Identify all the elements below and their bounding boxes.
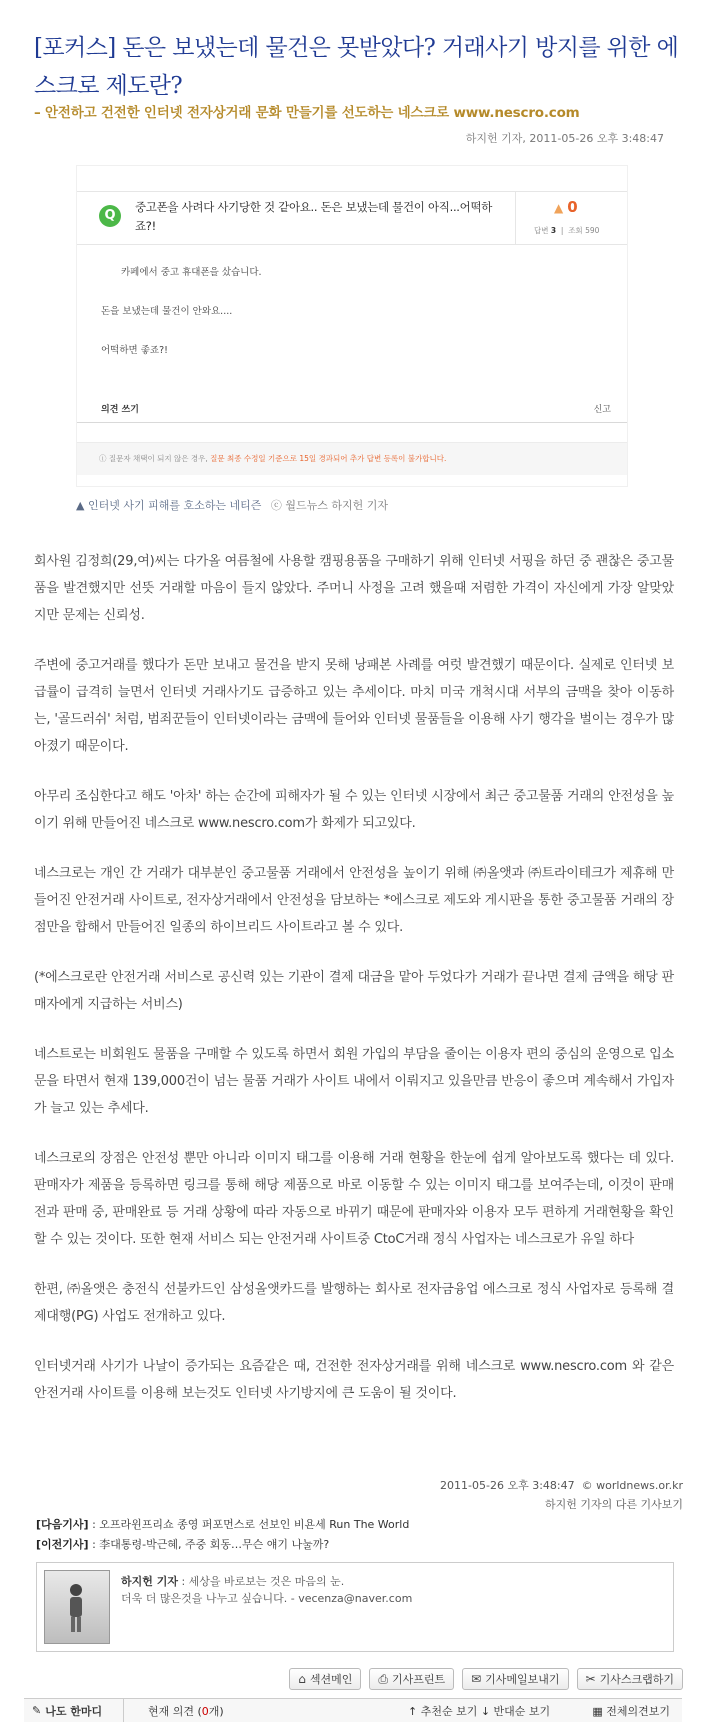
comment-bar (24, 1698, 682, 1722)
qa-note-highlight: 질문 최종 수정일 기준으로 15일 경과되어 추가 답변 등록이 불가합니다. (210, 454, 447, 463)
article-paragraph: (*에스크로란 안전거래 서비스로 공신력 있는 기관이 결제 대금을 맡아 두었다가 거래가 끝나면 결제 금액을 해당 판매자에게 지급하는 서비스) (34, 970, 674, 1012)
next-prev-articles (36, 1515, 409, 1555)
qa-note-prefix: 질문자 채택이 되지 않은 경우, (108, 454, 208, 463)
article-paragraph: 네스크로의 장점은 안전성 뿐만 아니라 이미지 태그를 이용해 거래 현황을 한눈에 쉽게 알아보도록 했다는 데 있다. 판매자가 제품을 등록하면 링크를 통해 해당 제품으로 바로 이동할 수 있는 이미지 태그를 보여주는데, 이것이 판매 전과 판매 중, 판매완료 등 거래 상황에 따라 자동으로 바뀌기 때문에 판매자와 이용자 모두 편하게 거래현황을 확인할 수 있는 것이다. 또한 현재 서비스 되는 안전거래 사이트중 CtoC거래 정식 사업자는 네스크로가 유일 하다 (34, 1151, 674, 1247)
comment-sort (408, 1703, 550, 1719)
qa-body (101, 266, 262, 383)
email-button[interactable] (462, 1668, 568, 1690)
mail-icon: ✉ (471, 1672, 482, 1686)
author-line2: 더욱 더 많은것을 나누고 싶습니다. - vecenza@naver.com (121, 1592, 413, 1605)
qa-header (77, 191, 627, 245)
comment-label-text: 나도 한마디 (45, 1704, 103, 1718)
sort-opposite-link[interactable]: ↓ 반대순 보기 (480, 1705, 551, 1718)
comment-count-value: 0 (201, 1705, 209, 1718)
comment-count-suffix: 개) (208, 1705, 224, 1718)
author-box (36, 1562, 674, 1652)
qa-score-value: 0 (567, 198, 578, 216)
view-all-comments-link[interactable] (592, 1703, 670, 1719)
sprout-icon: ▲ (554, 201, 564, 215)
qa-answers-value: 3 (550, 226, 557, 235)
print-label: 기사프린트 (391, 1673, 446, 1686)
person-icon (65, 1583, 87, 1633)
qa-answers-label: 답변 (534, 226, 549, 235)
article-body (34, 548, 674, 1430)
grid-icon: ▦ (592, 1705, 603, 1718)
question-badge-icon: Q (99, 205, 121, 227)
article-byline: 하지헌 기자, 2011-05-26 오후 3:48:47 (465, 132, 664, 145)
article-paragraph: 네스크로는 개인 간 거래가 대부분인 중고물품 거래에서 안전성을 높이기 위해 ㈜올앳과 ㈜트라이테크가 제휴해 만들어진 안전거래 사이트로, 전자상거래에서 안전성을 담보하는 *에스크로 제도와 게시판을 통한 중고물품 거래의 장점만을 합해서 만들어진 일종의 하이브리드 사이트라고 볼 수 있다. (34, 866, 674, 935)
comment-count (148, 1703, 224, 1719)
footer-timestamp: 2011-05-26 오후 3:48:47 (440, 1479, 575, 1492)
article-action-bar (289, 1668, 683, 1690)
qa-question: 중고폰을 사려다 사기당한 것 같아요.. 돈은 보냈는데 물건이 아직...어떡하죠?! (135, 200, 493, 233)
article-title: [포커스] 돈은 보냈는데 물건은 못받았다? 거래사기 방지를 위한 에스크로 제도란? (34, 35, 679, 99)
qa-write-opinion: 의견 쓰기 (101, 405, 139, 415)
author-photo (44, 1570, 110, 1644)
qa-views-label: 조회 (568, 226, 583, 235)
section-main-label: 섹션메인 (309, 1673, 353, 1686)
image-caption (76, 497, 388, 513)
section-main-button[interactable] (289, 1668, 361, 1690)
printer-icon: ⎙ (378, 1671, 388, 1686)
home-icon: ⌂ (298, 1672, 306, 1686)
article-paragraph: 인터넷거래 사기가 나날이 증가되는 요즘같은 때, 건전한 전자상거래를 위해 네스크로 www.nescro.com 와 같은 안전거래 사이트를 이용해 보는것도 인터넷 사기방지에 큰 도움이 될 것이다. (34, 1359, 674, 1401)
email-label: 기사메일보내기 (485, 1673, 560, 1686)
comment-count-prefix: 현재 의견 ( (148, 1705, 202, 1718)
caption-credit: ⓒ 월드뉴스 하지헌 기자 (270, 499, 388, 512)
qa-body-line: 카페에서 중고 휴대폰을 샀습니다. (121, 267, 262, 278)
article-paragraph: 아무리 조심한다고 해도 '아차' 하는 순간에 피해자가 될 수 있는 인터넷 시장에서 최근 중고물품 거래의 안전성을 높이기 위해 만들어진 네스크로 www.nescro.com가 화제가 되고있다. (34, 789, 674, 831)
print-button[interactable] (369, 1668, 454, 1690)
article-footer-info (440, 1476, 683, 1514)
next-article-link[interactable]: : 오프라윈프리쇼 종영 퍼포먼스로 선보인 비욘세 Run The World (92, 1518, 410, 1531)
prev-article-label: [이전기사] (36, 1538, 89, 1551)
caption-text: ▲ 인터넷 사기 피해를 호소하는 네티즌 (76, 499, 262, 512)
qa-score (554, 198, 578, 216)
qa-notice (77, 442, 627, 475)
next-article-label: [다음기사] (36, 1518, 89, 1531)
qa-views-value: 590 (585, 226, 600, 235)
footer-source: © worldnews.or.kr (581, 1479, 683, 1492)
view-all-label: 전체의견보기 (606, 1705, 670, 1718)
author-intro (121, 1573, 412, 1607)
qa-report: 신고 (593, 405, 611, 415)
comment-label (24, 1699, 124, 1722)
sort-recommend-link[interactable]: ↑ 추천순 보기 (408, 1705, 478, 1718)
article-subtitle: – 안전하고 건전한 인터넷 전자상거래 문화 만들기를 선도하는 네스크로 www.nescro.com (34, 105, 580, 121)
article-paragraph: 회사원 김정희(29,여)씨는 다가올 여름철에 사용할 캠핑용품을 구매하기 위해 인터넷 서핑을 하던 중 괜찮은 중고물품을 발견했지만 선뜻 거래할 마음이 들지 않았다. 주머니 사정을 고려 했을때 저렴한 가격이 자신에게 가장 알맞았지만 문제는 신뢰성. (34, 554, 674, 623)
author-line1: : 세상을 바로보는 것은 마음의 눈. (181, 1575, 345, 1588)
qa-stats: 답변 3 | 조회 590 (534, 226, 600, 235)
speech-icon: ✎ (32, 1704, 42, 1717)
prev-article-link[interactable]: : 李대통령-박근혜, 주중 회동…무슨 얘기 나눌까? (92, 1538, 330, 1551)
info-icon: ⓘ (99, 454, 107, 463)
article-paragraph: 한편, ㈜올앳은 충전식 선불카드인 삼성올앳카드를 발행하는 회사로 전자금융업 에스크로 정식 사업자로 등록해 결제대행(PG) 사업도 전개하고 있다. (34, 1282, 674, 1324)
embedded-qa-screenshot (76, 165, 628, 487)
qa-body-line: 돈을 보냈는데 물건이 안와요.... (101, 306, 233, 317)
scrap-label: 기사스크랩하기 (599, 1673, 674, 1686)
article-paragraph: 주변에 중고거래를 했다가 돈만 보내고 물건을 받지 못해 낭패본 사례를 여럿 발견했기 때문이다. 실제로 인터넷 보급률이 급격히 늘면서 인터넷 거래사기도 급증하고 있는 추세이다. 마치 미국 개척시대 서부의 금맥을 찾아 이동하는, '골드러쉬' 처럼, 범죄꾼들이 인터넷이라는 금맥에 들어와 인터넷 물품들을 이용해 사기 행각을 벌이는 경우가 많아졌기 때문이다. (34, 658, 674, 754)
scrap-button[interactable] (577, 1668, 683, 1690)
qa-stats-panel (515, 192, 628, 244)
article-paragraph: 네스트로는 비회원도 물품을 구매할 수 있도록 하면서 회원 가입의 부담을 줄이는 이용자 편의 중심의 운영으로 입소문을 타면서 현재 139,000건이 넘는 물품 거래가 사이트 내에서 이뤄지고 있을만큼 반응이 좋으며 계속해서 가입자가 늘고 있는 추세다. (34, 1047, 674, 1116)
author-name: 하지헌 기자 (121, 1575, 178, 1588)
qa-toolbar (77, 398, 627, 423)
scissors-icon: ✂ (585, 1672, 596, 1686)
author-more-articles-link[interactable]: 하지헌 기자의 다른 기사보기 (544, 1498, 683, 1511)
qa-body-line: 어떡하면 좋죠?! (101, 345, 168, 356)
